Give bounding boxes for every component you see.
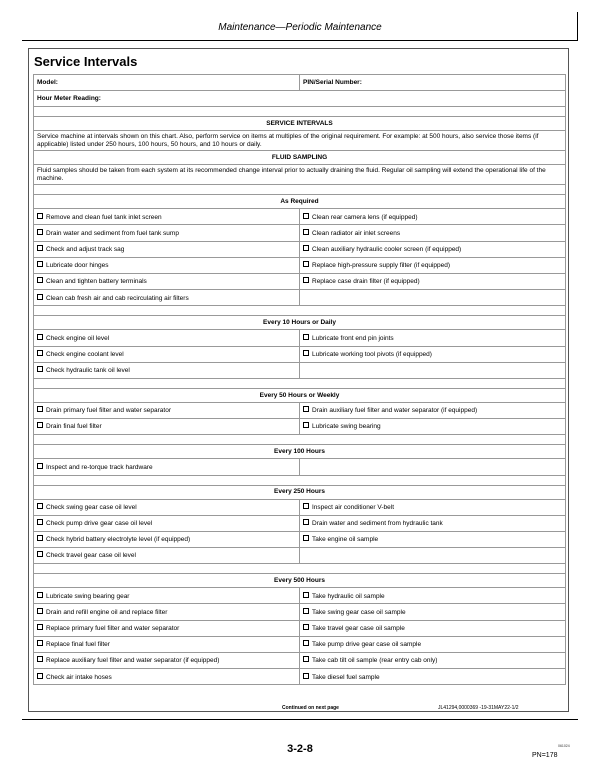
checklist-cell xyxy=(34,669,300,685)
interval-heading: Every 250 Hours xyxy=(34,485,566,499)
checklist-row xyxy=(34,531,566,547)
checkbox-icon[interactable] xyxy=(303,592,309,598)
checklist-row xyxy=(34,604,566,620)
task-label: Take pump drive gear case oil sample xyxy=(312,641,422,649)
fluid-sampling-text: Fluid samples should be taken from each system at its recommended change interval prior to actually draining the fluid. Regular oil sampling will extend the operational life of the machine. xyxy=(34,165,566,185)
checklist-cell xyxy=(300,499,566,515)
checklist-row xyxy=(34,362,566,378)
checkbox-icon[interactable] xyxy=(303,503,309,509)
task-label: Replace primary fuel filter and water separator xyxy=(46,624,180,632)
checklist-cell xyxy=(300,241,566,257)
checklist-cell xyxy=(34,620,300,636)
task-label: Drain and refill engine oil and replace filter xyxy=(46,608,168,616)
task-label: Inspect air conditioner V-belt xyxy=(312,503,395,511)
checkbox-icon[interactable] xyxy=(37,624,43,630)
checkbox-icon[interactable] xyxy=(303,535,309,541)
spacer xyxy=(34,306,566,316)
checklist-row xyxy=(34,274,566,290)
task-label: Drain primary fuel filter and water separator xyxy=(46,407,171,415)
checklist-row xyxy=(34,225,566,241)
checkbox-icon[interactable] xyxy=(37,213,43,219)
interval-heading: Every 100 Hours xyxy=(34,445,566,459)
interval-heading: Every 500 Hours xyxy=(34,574,566,588)
running-header: Maintenance—Periodic Maintenance xyxy=(218,22,382,33)
checkbox-icon[interactable] xyxy=(37,503,43,509)
checkbox-icon[interactable] xyxy=(303,213,309,219)
task-label: Replace case drain filter (if equipped) xyxy=(312,278,420,286)
checklist-cell xyxy=(34,419,300,435)
checklist-cell xyxy=(300,669,566,685)
checkbox-icon[interactable] xyxy=(37,673,43,679)
checklist-cell xyxy=(300,653,566,669)
model-row xyxy=(34,75,566,91)
spacer xyxy=(34,475,566,485)
checklist-row xyxy=(34,290,566,306)
checklist-cell xyxy=(34,225,300,241)
checklist-row xyxy=(34,499,566,515)
pin-label: PIN/Serial Number: xyxy=(300,75,566,91)
task-label: Clean and tighten battery terminals xyxy=(46,278,147,286)
checklist-cell xyxy=(300,362,566,378)
checklist-cell xyxy=(34,257,300,273)
footer-code: 061024 xyxy=(558,744,570,748)
spacer xyxy=(34,378,566,388)
task-label: Drain water and sediment from hydraulic tank xyxy=(312,520,443,528)
continued-note: Continued on next page xyxy=(282,705,339,711)
checkbox-icon[interactable] xyxy=(37,463,43,469)
task-label: Check hybrid battery electrolyte level (if equipped) xyxy=(46,536,191,544)
checklist-row xyxy=(34,330,566,346)
spacer xyxy=(34,185,566,195)
task-label: Drain water and sediment from fuel tank sump xyxy=(46,229,179,237)
checklist-cell xyxy=(300,209,566,225)
checklist-cell xyxy=(34,531,300,547)
checkbox-icon[interactable] xyxy=(303,261,309,267)
checklist-cell xyxy=(300,274,566,290)
task-label: Check pump drive gear case oil level xyxy=(46,520,153,528)
checklist-cell xyxy=(300,402,566,418)
task-label: Take engine oil sample xyxy=(312,536,379,544)
document-reference: JL41294,0000369 -19-31MAY22-1/2 xyxy=(438,705,519,711)
checkbox-icon[interactable] xyxy=(37,245,43,251)
service-table xyxy=(33,74,566,685)
checklist-cell xyxy=(34,362,300,378)
checklist-cell xyxy=(34,346,300,362)
task-label: Take travel gear case oil sample xyxy=(312,624,405,632)
checkbox-icon[interactable] xyxy=(37,261,43,267)
checklist-row xyxy=(34,620,566,636)
pn-number: PN=178 xyxy=(532,752,558,759)
task-label: Check engine oil level xyxy=(46,334,110,342)
checklist-cell xyxy=(34,588,300,604)
task-label: Check and adjust track sag xyxy=(46,245,125,253)
checklist-cell xyxy=(34,499,300,515)
checklist-cell xyxy=(34,548,300,564)
checklist-cell xyxy=(34,241,300,257)
checkbox-icon[interactable] xyxy=(37,350,43,356)
task-label: Check hydraulic tank oil level xyxy=(46,367,130,375)
checklist-cell xyxy=(300,257,566,273)
checkbox-icon[interactable] xyxy=(303,245,309,251)
checkbox-icon[interactable] xyxy=(37,229,43,235)
checkbox-icon[interactable] xyxy=(37,294,43,300)
task-label: Drain auxiliary fuel filter and water separator (if equipped) xyxy=(312,407,478,415)
service-intervals-heading: SERVICE INTERVALS xyxy=(34,117,566,131)
checklist-row xyxy=(34,515,566,531)
task-label: Check air intake hoses xyxy=(46,673,112,681)
checkbox-icon[interactable] xyxy=(303,406,309,412)
task-label: Take swing gear case oil sample xyxy=(312,608,406,616)
checklist-row xyxy=(34,548,566,564)
checklist-cell xyxy=(300,459,566,475)
checklist-cell xyxy=(300,290,566,306)
interval-heading: Every 10 Hours or Daily xyxy=(34,316,566,330)
task-label: Replace high-pressure supply filter (if equipped) xyxy=(312,262,451,270)
checkbox-icon[interactable] xyxy=(303,350,309,356)
checklist-cell xyxy=(34,653,300,669)
checkbox-icon[interactable] xyxy=(303,624,309,630)
task-label: Take hydraulic oil sample xyxy=(312,592,385,600)
checklist-cell xyxy=(300,604,566,620)
interval-heading: Every 50 Hours or Weekly xyxy=(34,388,566,402)
checklist-cell xyxy=(34,209,300,225)
checklist-row xyxy=(34,419,566,435)
checklist-cell xyxy=(300,515,566,531)
task-label: Check swing gear case oil level xyxy=(46,503,137,511)
spacer xyxy=(34,107,566,117)
checklist-cell xyxy=(300,588,566,604)
checklist-cell xyxy=(300,531,566,547)
checklist-cell xyxy=(300,346,566,362)
checklist-cell xyxy=(34,459,300,475)
checklist-cell xyxy=(300,330,566,346)
checkbox-icon[interactable] xyxy=(303,334,309,340)
checkbox-icon[interactable] xyxy=(303,640,309,646)
checkbox-icon[interactable] xyxy=(37,406,43,412)
checklist-cell xyxy=(300,419,566,435)
task-label: Lubricate door hinges xyxy=(46,262,109,270)
card-title: Service Intervals xyxy=(34,54,138,69)
interval-heading: As Required xyxy=(34,195,566,209)
checkbox-icon[interactable] xyxy=(37,592,43,598)
checkbox-icon[interactable] xyxy=(303,519,309,525)
checklist-cell xyxy=(34,402,300,418)
checkbox-icon[interactable] xyxy=(303,673,309,679)
task-label: Clean auxiliary hydraulic cooler screen (if equipped) xyxy=(312,245,462,253)
checklist-row xyxy=(34,241,566,257)
checklist-cell xyxy=(300,636,566,652)
checkbox-icon[interactable] xyxy=(303,656,309,662)
checkbox-icon[interactable] xyxy=(303,608,309,614)
checklist-row xyxy=(34,459,566,475)
checklist-row xyxy=(34,257,566,273)
task-label: Check engine coolant level xyxy=(46,350,124,358)
checklist-row xyxy=(34,653,566,669)
checkbox-icon[interactable] xyxy=(37,608,43,614)
checklist-cell xyxy=(34,290,300,306)
checklist-cell xyxy=(34,604,300,620)
checkbox-icon[interactable] xyxy=(37,551,43,557)
checklist-cell xyxy=(34,274,300,290)
task-label: Clean rear camera lens (if equipped) xyxy=(312,213,418,221)
checkbox-icon[interactable] xyxy=(37,535,43,541)
task-label: Take cab tilt oil sample (rear entry cab only) xyxy=(312,657,438,665)
footer-rule xyxy=(22,719,578,720)
page-number: 3-2-8 xyxy=(287,743,313,755)
checkbox-icon[interactable] xyxy=(37,519,43,525)
task-label: Replace final fuel filter xyxy=(46,641,110,649)
fluid-sampling-heading: FLUID SAMPLING xyxy=(34,151,566,165)
spacer xyxy=(34,435,566,445)
checklist-row xyxy=(34,209,566,225)
checklist-row xyxy=(34,669,566,685)
task-label: Lubricate front end pin joints xyxy=(312,334,394,342)
checklist-cell xyxy=(34,330,300,346)
service-intervals-text: Service machine at intervals shown on this chart. Also, perform service on items at multiples of the original requirement. For example: at 500 hours, also service those items (if applicable) listed under 250 hours, 100 hours, 50 hours, and 10 hours or daily. xyxy=(34,131,566,151)
checkbox-icon[interactable] xyxy=(303,277,309,283)
checkbox-icon[interactable] xyxy=(37,422,43,428)
task-label: Remove and clean fuel tank inlet screen xyxy=(46,213,162,221)
header-rule xyxy=(22,40,578,41)
checklist-cell xyxy=(300,548,566,564)
hour-label: Hour Meter Reading: xyxy=(34,91,566,107)
checklist-cell xyxy=(300,225,566,241)
task-label: Drain final fuel filter xyxy=(46,423,102,431)
model-label: Model: xyxy=(34,75,300,91)
task-label: Clean radiator air inlet screens xyxy=(312,229,401,237)
task-label: Lubricate working tool pivots (if equipped) xyxy=(312,350,432,358)
checklist-row xyxy=(34,346,566,362)
checklist-cell xyxy=(300,620,566,636)
checklist-row xyxy=(34,588,566,604)
checkbox-icon[interactable] xyxy=(37,640,43,646)
checkbox-icon[interactable] xyxy=(37,656,43,662)
hour-row xyxy=(34,91,566,107)
checklist-row xyxy=(34,636,566,652)
checklist-row xyxy=(34,402,566,418)
task-label: Clean cab fresh air and cab recirculating air filters xyxy=(46,294,189,302)
task-label: Replace auxiliary fuel filter and water separator (if equipped) xyxy=(46,657,220,665)
checkbox-icon[interactable] xyxy=(303,229,309,235)
checkbox-icon[interactable] xyxy=(37,366,43,372)
task-label: Inspect and re-torque track hardware xyxy=(46,463,153,471)
task-label: Check travel gear case oil level xyxy=(46,552,136,560)
task-label: Lubricate swing bearing gear xyxy=(46,592,130,600)
service-intervals-card xyxy=(28,48,569,712)
checklist-cell xyxy=(34,636,300,652)
checkbox-icon[interactable] xyxy=(303,422,309,428)
task-label: Lubricate swing bearing xyxy=(312,423,381,431)
spacer xyxy=(34,564,566,574)
checkbox-icon[interactable] xyxy=(37,277,43,283)
checklist-cell xyxy=(34,515,300,531)
checkbox-icon[interactable] xyxy=(37,334,43,340)
task-label: Take diesel fuel sample xyxy=(312,673,380,681)
